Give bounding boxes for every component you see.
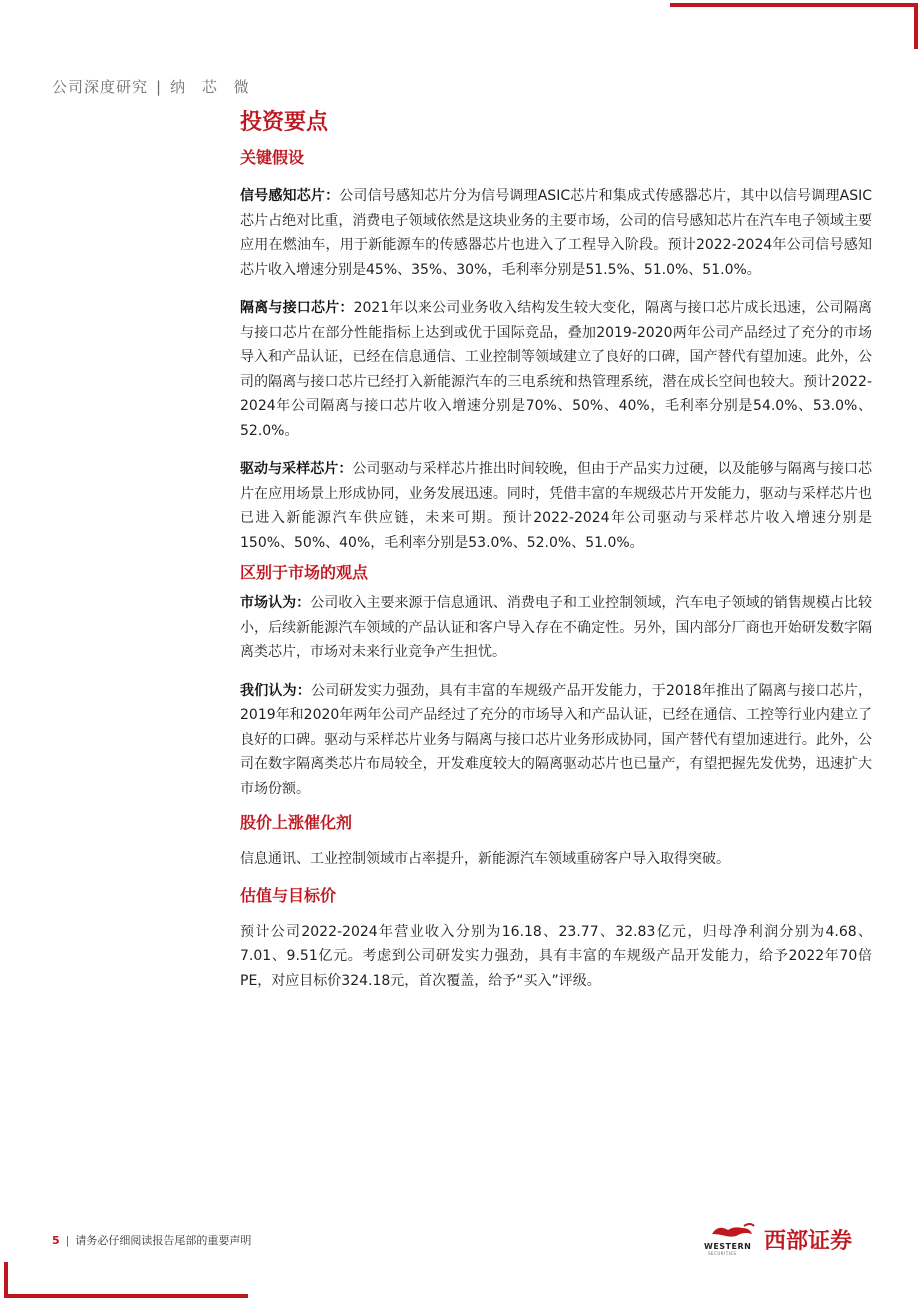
report-type: 公司深度研究	[52, 78, 149, 96]
paragraph-market-view	[240, 591, 872, 665]
logo-brand-name: 西部证券	[764, 1229, 853, 1254]
paragraph-lead: 驱动与采样芯片：	[240, 461, 353, 477]
paragraph-isolation-interface	[240, 296, 872, 443]
paragraph-signal-sensing	[240, 184, 872, 282]
corner-decoration-top-right	[670, 3, 918, 7]
paragraph-text: 公司信号感知芯片分为信号调理ASIC芯片和集成式传感器芯片，其中以信号调理ASIC芯片占绝对比重，消费电子领域依然是这块业务的主要市场，公司的信号感知芯片在汽车电子领域主要应用在燃油车，用于新能源车的传感器芯片也进入了工程导入阶段。预计2022-2024年公司信号感知芯片收入增速分别是45%、35%、30%，毛利率分别是51.5%、51.0%、51.0%。	[240, 188, 873, 278]
paragraph-drive-sampling	[240, 457, 872, 555]
paragraph-lead: 我们认为：	[240, 682, 311, 699]
report-header	[52, 76, 255, 97]
page-number: 5	[52, 1234, 60, 1247]
logo-english-subname: SECURITIES	[708, 1251, 737, 1256]
paragraph-lead: 信号感知芯片：	[240, 188, 340, 204]
section-title-catalysts: 股价上涨催化剂	[240, 813, 353, 832]
company-name: 纳 芯 微	[170, 78, 255, 96]
main-content	[240, 108, 872, 993]
paragraph-catalysts: 信息通讯、工业控制领域市占率提升，新能源汽车领域重磅客户导入取得突破。	[240, 851, 730, 867]
paragraph-lead: 市场认为：	[240, 595, 311, 611]
paragraph-text: 公司收入主要来源于信息通讯、消费电子和工业控制领域，汽车电子领域的销售规模占比较小，后续新能源汽车领域的产品认证和客户导入存在不确定性。另外，国内部分厂商也开始研发数字隔离类芯片，市场对未来行业竞争产生担忧。	[240, 595, 873, 660]
corner-decoration-top-right-vertical	[914, 3, 918, 49]
paragraph-text: 公司驱动与采样芯片推出时间较晚，但由于产品实力过硬，以及能够与隔离与接口芯片在应用场景上形成协同，业务发展迅速。同时，凭借丰富的车规级芯片开发能力，驱动与采样芯片也已进入新能源汽车供应链，未来可期。预计2022-2024年公司驱动与采样芯片收入增速分别是150%、50%、40%，毛利率分别是53.0%、52.0%、51.0%。	[240, 461, 873, 551]
section-title-key-assumptions: 关键假设	[240, 148, 305, 167]
logo-english-name: WESTERN	[704, 1242, 752, 1251]
paragraph-text: 公司研发实力强劲，具有丰富的车规级产品开发能力，于2018年推出了隔离与接口芯片，2019年和2020年两年公司产品经过了充分的市场导入和产品认证，已经在通信、工控等行业内建立了良好的口碑。驱动与采样芯片业务与隔离与接口芯片业务形成协同，国产替代有望加速进行。此外，公司在数字隔离类芯片布局较全，开发难度较大的隔离驱动芯片也已量产，有望把握先发优势，迅速扩大市场份额。	[240, 682, 872, 797]
paragraph-text: 2021年以来公司业务收入结构发生较大变化，隔离与接口芯片成长迅速，公司隔离与接口芯片在部分性能指标上达到或优于国际竞品，叠加2019-2020两年公司产品经过了充分的市场导入和产品认证，已经在信息通信、工业控制等领域建立了良好的口碑，国产替代有望加速。此外，公司的隔离与接口芯片已经打入新能源汽车的三电系统和热管理系统，潜在成长空间也较大。预计2022-2024年公司隔离与接口芯片收入增速分别是70%、50%、40%，毛利率分别是54.0%、53.0%、52.0%。	[240, 300, 872, 439]
corner-decoration-bottom-left-vertical	[4, 1262, 8, 1298]
company-logo	[704, 1222, 874, 1258]
section-title-differing-views: 区别于市场的观点	[240, 563, 369, 582]
footer-separator: |	[65, 1234, 70, 1247]
section-title-valuation: 估值与目标价	[240, 885, 337, 905]
paragraph-valuation: 预计公司2022-2024年营业收入分别为16.18、23.77、32.83亿元，归母净利润分别为4.68、7.01、9.51亿元。考虑到公司研发实力强劲，具有丰富的车规级产品开发能力，给予2022年70倍PE，对应目标价324.18元，首次覆盖，给予“买入”评级。	[240, 923, 872, 989]
corner-decoration-bottom-left	[4, 1294, 248, 1298]
paragraph-our-view	[240, 679, 872, 802]
paragraph-lead: 隔离与接口芯片：	[240, 300, 354, 316]
page-footer	[52, 1232, 251, 1248]
footer-disclaimer: 请务必仔细阅读报告尾部的重要声明	[75, 1234, 252, 1247]
page-title: 投资要点	[240, 110, 329, 135]
header-separator: |	[156, 78, 163, 96]
